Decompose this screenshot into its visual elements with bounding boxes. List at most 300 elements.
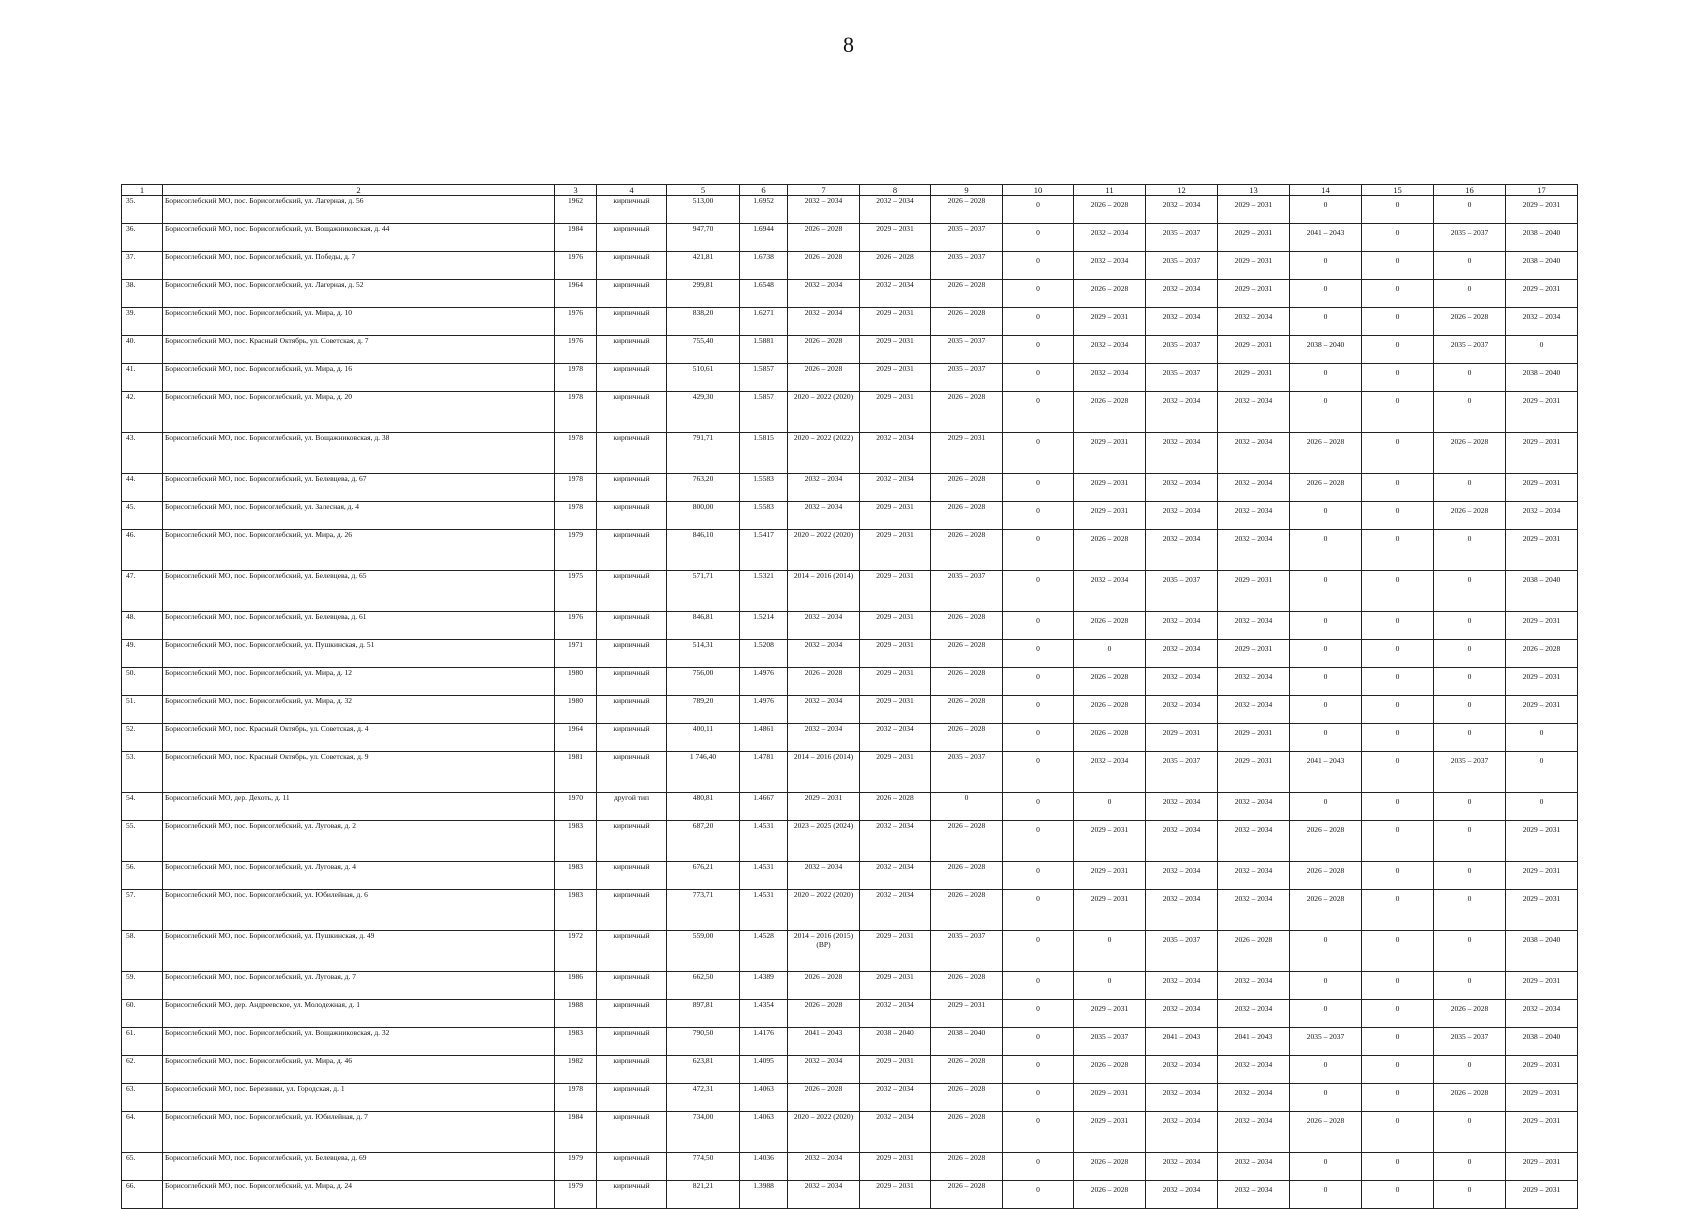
year-cell: 1962 xyxy=(555,196,597,224)
row-number: 59. xyxy=(122,972,163,1000)
area-cell: 687,20 xyxy=(667,821,740,862)
col8-cell: 2032 – 2034 xyxy=(860,890,931,931)
col8-cell: 2029 – 2031 xyxy=(860,530,931,571)
col16-cell: 0 xyxy=(1434,668,1506,696)
col15-cell: 0 xyxy=(1362,1084,1434,1112)
material-cell: кирпичный xyxy=(597,280,667,308)
material-cell: кирпичный xyxy=(597,1028,667,1056)
col17-cell: 0 xyxy=(1506,752,1578,793)
coefficient-cell: 1.4861 xyxy=(740,724,788,752)
col17-cell: 0 xyxy=(1506,724,1578,752)
year-cell: 1983 xyxy=(555,1028,597,1056)
col7-cell: 2026 – 2028 xyxy=(788,336,860,364)
col16-cell: 0 xyxy=(1434,280,1506,308)
col10-cell: 0 xyxy=(1003,696,1074,724)
col10-cell: 0 xyxy=(1003,280,1074,308)
col17-cell: 2029 – 2031 xyxy=(1506,1084,1578,1112)
address-cell: Борисоглебский МО, пос. Борисоглебский, ул. Вощажниковская, д. 32 xyxy=(163,1028,555,1056)
column-header: 1 xyxy=(122,185,163,196)
col16-cell: 0 xyxy=(1434,1153,1506,1181)
table-row xyxy=(122,668,1578,696)
col13-cell: 2032 – 2034 xyxy=(1218,502,1290,530)
col17-cell: 2029 – 2031 xyxy=(1506,1153,1578,1181)
col16-cell: 2026 – 2028 xyxy=(1434,308,1506,336)
col14-cell: 0 xyxy=(1290,1153,1362,1181)
year-cell: 1981 xyxy=(555,752,597,793)
col13-cell: 2032 – 2034 xyxy=(1218,1112,1290,1153)
col7-cell: 2020 – 2022 (2022) xyxy=(788,433,860,474)
col9-cell: 2026 – 2028 xyxy=(931,502,1003,530)
table-row xyxy=(122,890,1578,931)
col11-cell: 2026 – 2028 xyxy=(1074,612,1146,640)
col9-cell: 2029 – 2031 xyxy=(931,433,1003,474)
year-cell: 1972 xyxy=(555,931,597,972)
col16-cell: 0 xyxy=(1434,1056,1506,1084)
column-header: 17 xyxy=(1506,185,1578,196)
address-cell: Борисоглебский МО, пос. Красный Октябрь, ул. Советская, д. 4 xyxy=(163,724,555,752)
area-cell: 421,81 xyxy=(667,252,740,280)
year-cell: 1986 xyxy=(555,972,597,1000)
col8-cell: 2032 – 2034 xyxy=(860,724,931,752)
col7-cell: 2026 – 2028 xyxy=(788,224,860,252)
coefficient-cell: 1.4354 xyxy=(740,1000,788,1028)
col8-cell: 2032 – 2034 xyxy=(860,474,931,502)
col9-cell: 2035 – 2037 xyxy=(931,571,1003,612)
col11-cell: 2029 – 2031 xyxy=(1074,1112,1146,1153)
col15-cell: 0 xyxy=(1362,1181,1434,1209)
col12-cell: 2041 – 2043 xyxy=(1146,1028,1218,1056)
col12-cell: 2032 – 2034 xyxy=(1146,1153,1218,1181)
area-cell: 791,71 xyxy=(667,433,740,474)
col13-cell: 2032 – 2034 xyxy=(1218,1181,1290,1209)
col14-cell: 2041 – 2043 xyxy=(1290,224,1362,252)
material-cell: кирпичный xyxy=(597,502,667,530)
col15-cell: 0 xyxy=(1362,1000,1434,1028)
address-cell: Борисоглебский МО, пос. Красный Октябрь, ул. Советская, д. 9 xyxy=(163,752,555,793)
col14-cell: 0 xyxy=(1290,931,1362,972)
col14-cell: 0 xyxy=(1290,1181,1362,1209)
column-header: 14 xyxy=(1290,185,1362,196)
coefficient-cell: 1.4063 xyxy=(740,1112,788,1153)
column-header: 16 xyxy=(1434,185,1506,196)
address-cell: Борисоглебский МО, пос. Борисоглебский, ул. Вощажниковская, д. 44 xyxy=(163,224,555,252)
col7-cell: 2023 – 2025 (2024) xyxy=(788,821,860,862)
address-cell: Борисоглебский МО, пос. Борисоглебский, ул. Белевцева, д. 65 xyxy=(163,571,555,612)
area-cell: 756,00 xyxy=(667,668,740,696)
col11-cell: 2026 – 2028 xyxy=(1074,724,1146,752)
col13-cell: 2029 – 2031 xyxy=(1218,364,1290,392)
column-header: 13 xyxy=(1218,185,1290,196)
material-cell: кирпичный xyxy=(597,1112,667,1153)
col7-cell: 2032 – 2034 xyxy=(788,502,860,530)
col13-cell: 2041 – 2043 xyxy=(1218,1028,1290,1056)
table-row xyxy=(122,752,1578,793)
col17-cell: 2026 – 2028 xyxy=(1506,640,1578,668)
col9-cell: 2026 – 2028 xyxy=(931,530,1003,571)
row-number: 61. xyxy=(122,1028,163,1056)
table-row xyxy=(122,724,1578,752)
row-number: 49. xyxy=(122,640,163,668)
col10-cell: 0 xyxy=(1003,530,1074,571)
col11-cell: 2029 – 2031 xyxy=(1074,502,1146,530)
col13-cell: 2032 – 2034 xyxy=(1218,474,1290,502)
col17-cell: 2038 – 2040 xyxy=(1506,364,1578,392)
year-cell: 1971 xyxy=(555,640,597,668)
col10-cell: 0 xyxy=(1003,931,1074,972)
col8-cell: 2032 – 2034 xyxy=(860,821,931,862)
col16-cell: 0 xyxy=(1434,931,1506,972)
col10-cell: 0 xyxy=(1003,433,1074,474)
row-number: 45. xyxy=(122,502,163,530)
column-header: 2 xyxy=(163,185,555,196)
coefficient-cell: 1.4976 xyxy=(740,696,788,724)
col11-cell: 2026 – 2028 xyxy=(1074,196,1146,224)
material-cell: кирпичный xyxy=(597,1084,667,1112)
material-cell: кирпичный xyxy=(597,668,667,696)
col15-cell: 0 xyxy=(1362,474,1434,502)
col8-cell: 2032 – 2034 xyxy=(860,196,931,224)
table-row xyxy=(122,972,1578,1000)
year-cell: 1983 xyxy=(555,890,597,931)
address-cell: Борисоглебский МО, пос. Борисоглебский, ул. Мира, д. 20 xyxy=(163,392,555,433)
col16-cell: 2035 – 2037 xyxy=(1434,752,1506,793)
table-row xyxy=(122,474,1578,502)
col16-cell: 0 xyxy=(1434,1181,1506,1209)
material-cell: другой тип xyxy=(597,793,667,821)
year-cell: 1983 xyxy=(555,821,597,862)
col8-cell: 2029 – 2031 xyxy=(860,696,931,724)
address-cell: Борисоглебский МО, пос. Борисоглебский, ул. Пушкинская, д. 51 xyxy=(163,640,555,668)
row-number: 47. xyxy=(122,571,163,612)
col9-cell: 2026 – 2028 xyxy=(931,862,1003,890)
col13-cell: 2032 – 2034 xyxy=(1218,392,1290,433)
col14-cell: 0 xyxy=(1290,308,1362,336)
col8-cell: 2029 – 2031 xyxy=(860,1056,931,1084)
col14-cell: 0 xyxy=(1290,364,1362,392)
col8-cell: 2029 – 2031 xyxy=(860,752,931,793)
area-cell: 513,00 xyxy=(667,196,740,224)
table-row xyxy=(122,1153,1578,1181)
address-cell: Борисоглебский МО, пос. Борисоглебский, ул. Победы, д. 7 xyxy=(163,252,555,280)
col13-cell: 2029 – 2031 xyxy=(1218,752,1290,793)
coefficient-cell: 1.5214 xyxy=(740,612,788,640)
col13-cell: 2029 – 2031 xyxy=(1218,196,1290,224)
col16-cell: 0 xyxy=(1434,640,1506,668)
col9-cell: 2026 – 2028 xyxy=(931,1181,1003,1209)
col15-cell: 0 xyxy=(1362,752,1434,793)
col7-cell: 2032 – 2034 xyxy=(788,280,860,308)
col14-cell: 0 xyxy=(1290,793,1362,821)
col8-cell: 2029 – 2031 xyxy=(860,612,931,640)
year-cell: 1964 xyxy=(555,724,597,752)
area-cell: 472,31 xyxy=(667,1084,740,1112)
coefficient-cell: 1.4528 xyxy=(740,931,788,972)
col11-cell: 0 xyxy=(1074,931,1146,972)
address-cell: Борисоглебский МО, пос. Борисоглебский, ул. Мира, д. 24 xyxy=(163,1181,555,1209)
table-row xyxy=(122,640,1578,668)
col12-cell: 2035 – 2037 xyxy=(1146,252,1218,280)
col14-cell: 2026 – 2028 xyxy=(1290,433,1362,474)
material-cell: кирпичный xyxy=(597,696,667,724)
year-cell: 1976 xyxy=(555,308,597,336)
coefficient-cell: 1.5321 xyxy=(740,571,788,612)
col17-cell: 2029 – 2031 xyxy=(1506,668,1578,696)
col7-cell: 2026 – 2028 xyxy=(788,1084,860,1112)
year-cell: 1984 xyxy=(555,1112,597,1153)
col9-cell: 2026 – 2028 xyxy=(931,1056,1003,1084)
area-cell: 734,00 xyxy=(667,1112,740,1153)
col11-cell: 2032 – 2034 xyxy=(1074,252,1146,280)
area-cell: 510,61 xyxy=(667,364,740,392)
material-cell: кирпичный xyxy=(597,474,667,502)
col10-cell: 0 xyxy=(1003,571,1074,612)
row-number: 55. xyxy=(122,821,163,862)
column-header: 10 xyxy=(1003,185,1074,196)
col13-cell: 2032 – 2034 xyxy=(1218,1000,1290,1028)
col16-cell: 0 xyxy=(1434,724,1506,752)
col7-cell: 2014 – 2016 (2015) (ВР) xyxy=(788,931,860,972)
col11-cell: 2032 – 2034 xyxy=(1074,224,1146,252)
address-cell: Борисоглебский МО, пос. Борисоглебский, ул. Юбилейная, д. 6 xyxy=(163,890,555,931)
col7-cell: 2014 – 2016 (2014) xyxy=(788,752,860,793)
col15-cell: 0 xyxy=(1362,1153,1434,1181)
coefficient-cell: 1.4095 xyxy=(740,1056,788,1084)
year-cell: 1978 xyxy=(555,474,597,502)
address-cell: Борисоглебский МО, пос. Борисоглебский, ул. Мира, д. 46 xyxy=(163,1056,555,1084)
col16-cell: 0 xyxy=(1434,196,1506,224)
col10-cell: 0 xyxy=(1003,612,1074,640)
coefficient-cell: 1.6944 xyxy=(740,224,788,252)
material-cell: кирпичный xyxy=(597,1056,667,1084)
row-number: 64. xyxy=(122,1112,163,1153)
col17-cell: 2038 – 2040 xyxy=(1506,571,1578,612)
col9-cell: 2026 – 2028 xyxy=(931,1112,1003,1153)
area-cell: 947,70 xyxy=(667,224,740,252)
col17-cell: 2029 – 2031 xyxy=(1506,1181,1578,1209)
col10-cell: 0 xyxy=(1003,724,1074,752)
col11-cell: 2032 – 2034 xyxy=(1074,364,1146,392)
table-row xyxy=(122,336,1578,364)
col9-cell: 0 xyxy=(931,793,1003,821)
col13-cell: 2032 – 2034 xyxy=(1218,612,1290,640)
col15-cell: 0 xyxy=(1362,364,1434,392)
col7-cell: 2026 – 2028 xyxy=(788,364,860,392)
col13-cell: 2029 – 2031 xyxy=(1218,224,1290,252)
col11-cell: 2029 – 2031 xyxy=(1074,1000,1146,1028)
col15-cell: 0 xyxy=(1362,793,1434,821)
col7-cell: 2020 – 2022 (2020) xyxy=(788,392,860,433)
col14-cell: 0 xyxy=(1290,668,1362,696)
year-cell: 1978 xyxy=(555,433,597,474)
col9-cell: 2035 – 2037 xyxy=(931,336,1003,364)
col12-cell: 2035 – 2037 xyxy=(1146,752,1218,793)
col10-cell: 0 xyxy=(1003,793,1074,821)
row-number: 53. xyxy=(122,752,163,793)
address-cell: Борисоглебский МО, пос. Борисоглебский, ул. Лагерная, д. 56 xyxy=(163,196,555,224)
coefficient-cell: 1.4531 xyxy=(740,890,788,931)
col7-cell: 2041 – 2043 xyxy=(788,1028,860,1056)
coefficient-cell: 1.5583 xyxy=(740,502,788,530)
col15-cell: 0 xyxy=(1362,612,1434,640)
area-cell: 789,20 xyxy=(667,696,740,724)
col9-cell: 2026 – 2028 xyxy=(931,392,1003,433)
coefficient-cell: 1.6548 xyxy=(740,280,788,308)
coefficient-cell: 1.4781 xyxy=(740,752,788,793)
material-cell: кирпичный xyxy=(597,640,667,668)
row-number: 52. xyxy=(122,724,163,752)
col11-cell: 2029 – 2031 xyxy=(1074,474,1146,502)
address-cell: Борисоглебский МО, пос. Борисоглебский, ул. Пушкинская, д. 49 xyxy=(163,931,555,972)
col13-cell: 2032 – 2034 xyxy=(1218,530,1290,571)
col9-cell: 2026 – 2028 xyxy=(931,280,1003,308)
col10-cell: 0 xyxy=(1003,668,1074,696)
row-number: 39. xyxy=(122,308,163,336)
address-cell: Борисоглебский МО, дер. Андреевское, ул. Молодежная, д. 1 xyxy=(163,1000,555,1028)
material-cell: кирпичный xyxy=(597,433,667,474)
col13-cell: 2029 – 2031 xyxy=(1218,724,1290,752)
col10-cell: 0 xyxy=(1003,862,1074,890)
col10-cell: 0 xyxy=(1003,821,1074,862)
col17-cell: 2038 – 2040 xyxy=(1506,252,1578,280)
material-cell: кирпичный xyxy=(597,972,667,1000)
area-cell: 790,50 xyxy=(667,1028,740,1056)
col11-cell: 2035 – 2037 xyxy=(1074,1028,1146,1056)
col8-cell: 2032 – 2034 xyxy=(860,280,931,308)
col12-cell: 2032 – 2034 xyxy=(1146,530,1218,571)
row-number: 51. xyxy=(122,696,163,724)
col10-cell: 0 xyxy=(1003,1028,1074,1056)
year-cell: 1975 xyxy=(555,571,597,612)
address-cell: Борисоглебский МО, пос. Борисоглебский, ул. Мира, д. 32 xyxy=(163,696,555,724)
col17-cell: 2029 – 2031 xyxy=(1506,862,1578,890)
table-row xyxy=(122,280,1578,308)
year-cell: 1984 xyxy=(555,224,597,252)
col7-cell: 2026 – 2028 xyxy=(788,252,860,280)
col12-cell: 2032 – 2034 xyxy=(1146,1056,1218,1084)
col11-cell: 2026 – 2028 xyxy=(1074,668,1146,696)
area-cell: 846,81 xyxy=(667,612,740,640)
col14-cell: 0 xyxy=(1290,571,1362,612)
coefficient-cell: 1.5815 xyxy=(740,433,788,474)
col7-cell: 2032 – 2034 xyxy=(788,1181,860,1209)
row-number: 42. xyxy=(122,392,163,433)
col14-cell: 2026 – 2028 xyxy=(1290,1112,1362,1153)
material-cell: кирпичный xyxy=(597,1000,667,1028)
coefficient-cell: 1.6952 xyxy=(740,196,788,224)
col12-cell: 2035 – 2037 xyxy=(1146,364,1218,392)
col17-cell: 2029 – 2031 xyxy=(1506,890,1578,931)
area-cell: 571,71 xyxy=(667,571,740,612)
table-row xyxy=(122,364,1578,392)
col17-cell: 0 xyxy=(1506,793,1578,821)
col17-cell: 2029 – 2031 xyxy=(1506,530,1578,571)
col15-cell: 0 xyxy=(1362,571,1434,612)
col11-cell: 2029 – 2031 xyxy=(1074,1084,1146,1112)
col8-cell: 2026 – 2028 xyxy=(860,793,931,821)
row-number: 40. xyxy=(122,336,163,364)
area-cell: 800,00 xyxy=(667,502,740,530)
col12-cell: 2032 – 2034 xyxy=(1146,890,1218,931)
col12-cell: 2032 – 2034 xyxy=(1146,972,1218,1000)
material-cell: кирпичный xyxy=(597,336,667,364)
column-header: 8 xyxy=(860,185,931,196)
col11-cell: 2029 – 2031 xyxy=(1074,308,1146,336)
address-cell: Борисоглебский МО, пос. Борисоглебский, ул. Вощажниковская, д. 38 xyxy=(163,433,555,474)
col8-cell: 2029 – 2031 xyxy=(860,571,931,612)
row-number: 50. xyxy=(122,668,163,696)
col13-cell: 2029 – 2031 xyxy=(1218,280,1290,308)
coefficient-cell: 1.5583 xyxy=(740,474,788,502)
row-number: 65. xyxy=(122,1153,163,1181)
col8-cell: 2029 – 2031 xyxy=(860,1181,931,1209)
table-row xyxy=(122,821,1578,862)
col11-cell: 2032 – 2034 xyxy=(1074,752,1146,793)
col16-cell: 0 xyxy=(1434,530,1506,571)
col9-cell: 2026 – 2028 xyxy=(931,724,1003,752)
col16-cell: 0 xyxy=(1434,821,1506,862)
col13-cell: 2029 – 2031 xyxy=(1218,336,1290,364)
table-row xyxy=(122,1084,1578,1112)
col10-cell: 0 xyxy=(1003,336,1074,364)
column-header: 6 xyxy=(740,185,788,196)
table-row xyxy=(122,1000,1578,1028)
col8-cell: 2029 – 2031 xyxy=(860,1153,931,1181)
col15-cell: 0 xyxy=(1362,308,1434,336)
coefficient-cell: 1.4063 xyxy=(740,1084,788,1112)
coefficient-cell: 1.5881 xyxy=(740,336,788,364)
col15-cell: 0 xyxy=(1362,224,1434,252)
col12-cell: 2032 – 2034 xyxy=(1146,1181,1218,1209)
col13-cell: 2032 – 2034 xyxy=(1218,972,1290,1000)
col11-cell: 0 xyxy=(1074,640,1146,668)
col10-cell: 0 xyxy=(1003,1056,1074,1084)
col7-cell: 2014 – 2016 (2014) xyxy=(788,571,860,612)
material-cell: кирпичный xyxy=(597,752,667,793)
col10-cell: 0 xyxy=(1003,308,1074,336)
col17-cell: 2029 – 2031 xyxy=(1506,1112,1578,1153)
col7-cell: 2020 – 2022 (2020) xyxy=(788,530,860,571)
col9-cell: 2026 – 2028 xyxy=(931,890,1003,931)
material-cell: кирпичный xyxy=(597,392,667,433)
table-row xyxy=(122,1056,1578,1084)
col9-cell: 2035 – 2037 xyxy=(931,364,1003,392)
col16-cell: 0 xyxy=(1434,972,1506,1000)
material-cell: кирпичный xyxy=(597,252,667,280)
address-cell: Борисоглебский МО, дер. Дехоть, д. 11 xyxy=(163,793,555,821)
area-cell: 773,71 xyxy=(667,890,740,931)
material-cell: кирпичный xyxy=(597,530,667,571)
col10-cell: 0 xyxy=(1003,1000,1074,1028)
col8-cell: 2032 – 2034 xyxy=(860,862,931,890)
col15-cell: 0 xyxy=(1362,336,1434,364)
col7-cell: 2032 – 2034 xyxy=(788,612,860,640)
col7-cell: 2032 – 2034 xyxy=(788,1056,860,1084)
col7-cell: 2032 – 2034 xyxy=(788,308,860,336)
col11-cell: 2029 – 2031 xyxy=(1074,890,1146,931)
col12-cell: 2032 – 2034 xyxy=(1146,668,1218,696)
col13-cell: 2032 – 2034 xyxy=(1218,668,1290,696)
col13-cell: 2032 – 2034 xyxy=(1218,433,1290,474)
col11-cell: 2029 – 2031 xyxy=(1074,433,1146,474)
col13-cell: 2032 – 2034 xyxy=(1218,862,1290,890)
col15-cell: 0 xyxy=(1362,280,1434,308)
col16-cell: 0 xyxy=(1434,571,1506,612)
col9-cell: 2026 – 2028 xyxy=(931,308,1003,336)
col9-cell: 2035 – 2037 xyxy=(931,752,1003,793)
col17-cell: 2029 – 2031 xyxy=(1506,612,1578,640)
col13-cell: 2032 – 2034 xyxy=(1218,890,1290,931)
address-cell: Борисоглебский МО, пос. Борисоглебский, ул. Белевцева, д. 67 xyxy=(163,474,555,502)
